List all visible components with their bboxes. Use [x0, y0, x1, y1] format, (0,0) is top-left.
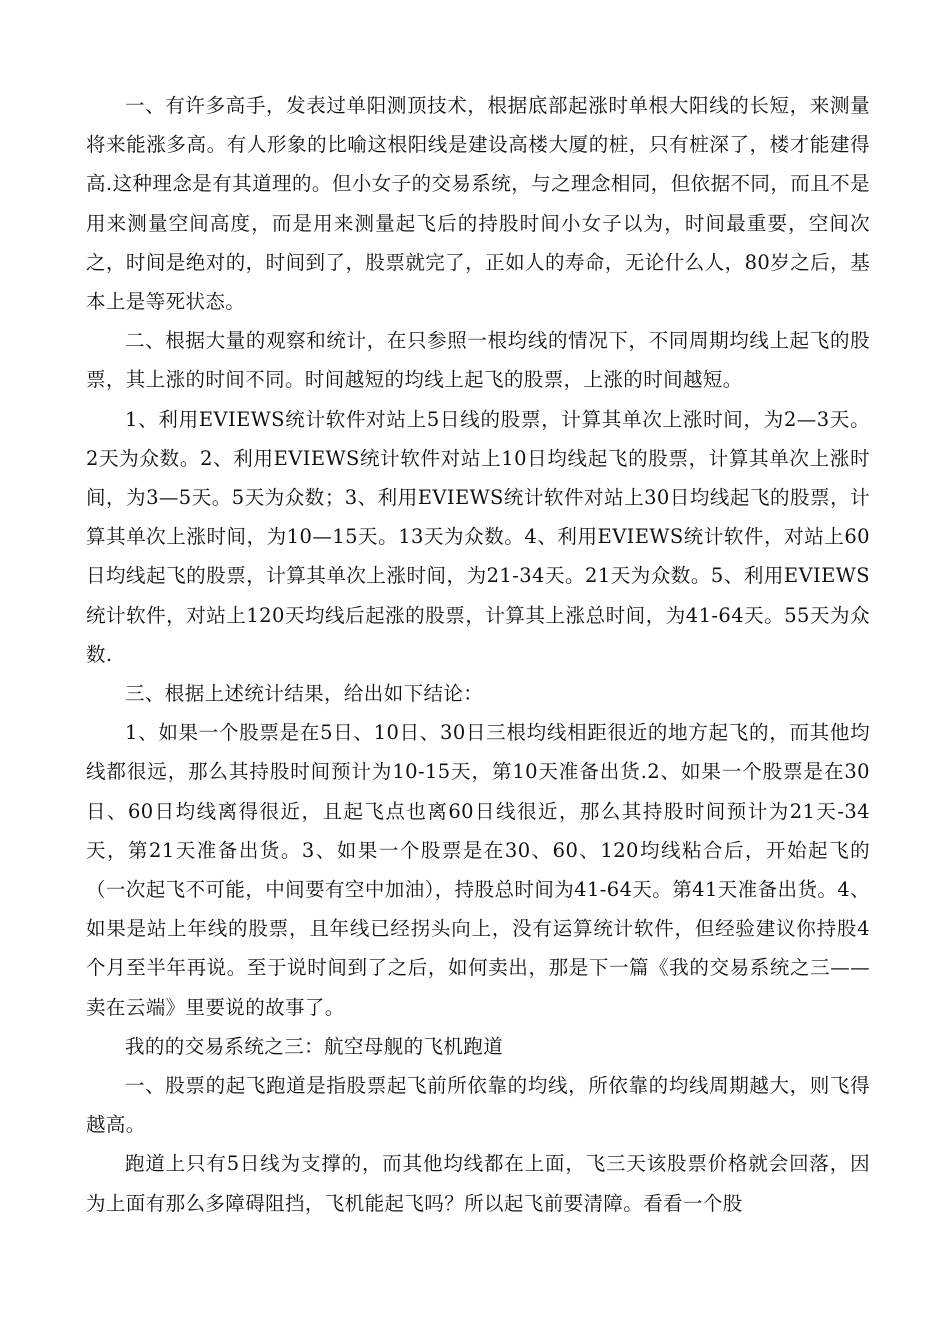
paragraph-3: 1、利用EVIEWS统计软件对站上5日线的股票，计算其单次上涨时间，为2—3天。2天为众数。2、利用EVIEWS统计软件对站上10日均线起飞的股票，计算其单次上涨时间，为3—5天。5天为众数；3、利用EVIEWS统计软件对站上30日均线起飞的股票，计算其单次上涨时间，为10—15天。13天为众数。4、利用EVIEWS统计软件，对站上60日均线起飞的股票，计算其单次上涨时间，为21-34天。21天为众数。5、利用EVIEWS统计软件，对站上120天均线后起涨的股票，计算其上涨总时间，为41-64天。55天为众数.	[86, 407, 870, 666]
paragraph-2: 二、根据大量的观察和统计，在只参照一根均线的情况下，不同周期均线上起飞的股票，其上涨的时间不同。时间越短的均线上起飞的股票，上涨的时间越短。	[86, 329, 870, 392]
paragraph-4: 三、根据上述统计结果，给出如下结论：	[125, 682, 484, 706]
paragraph-7: 一、股票的起飞跑道是指股票起飞前所依靠的均线，所依靠的均线周期越大，则飞得越高。	[86, 1074, 870, 1137]
paragraph-1: 一、有许多高手，发表过单阳测顶技术，根据底部起涨时单根大阳线的长短，来测量将来能涨多高。有人形象的比喻这根阳线是建设高楼大厦的桩，只有桩深了，楼才能建得高.这种理念是有其道理的。但小女子的交易系统，与之理念相同，但依据不同，而且不是用来测量空间高度，而是用来测量起飞后的持股时间小女子以为，时间最重要，空间次之，时间是绝对的，时间到了，股票就完了，正如人的寿命，无论什么人，80岁之后，基本上是等死状态。	[86, 94, 870, 314]
paragraph-5: 1、如果一个股票是在5日、10日、30日三根均线相距很近的地方起飞的，而其他均线都很远，那么其持股时间预计为10-15天，第10天准备出货.2、如果一个股票是在30日、60日均线离得很近，且起飞点也离60日线很近，那么其持股时间预计为21天-34天，第21天准备出货。3、如果一个股票是在30、60、120均线粘合后，开始起飞的（一次起飞不可能，中间要有空中加油），持股总时间为41-64天。第41天准备出货。4、如果是站上年线的股票，且年线已经拐头向上，没有运算统计软件，但经验建议你持股4个月至半年再说。至于说时间到了之后，如何卖出，那是下一篇《我的交易系统之三——卖在云端》里要说的故事了。	[86, 721, 870, 1019]
paragraph-8: 跑道上只有5日线为支撑的，而其他均线都在上面，飞三天该股票价格就会回落，因为上面有那么多障碍阻挡，飞机能起飞吗？所以起飞前要清障。看看一个股	[86, 1152, 870, 1215]
section-heading: 我的的交易系统之三：航空母舰的飞机跑道	[125, 1034, 504, 1058]
